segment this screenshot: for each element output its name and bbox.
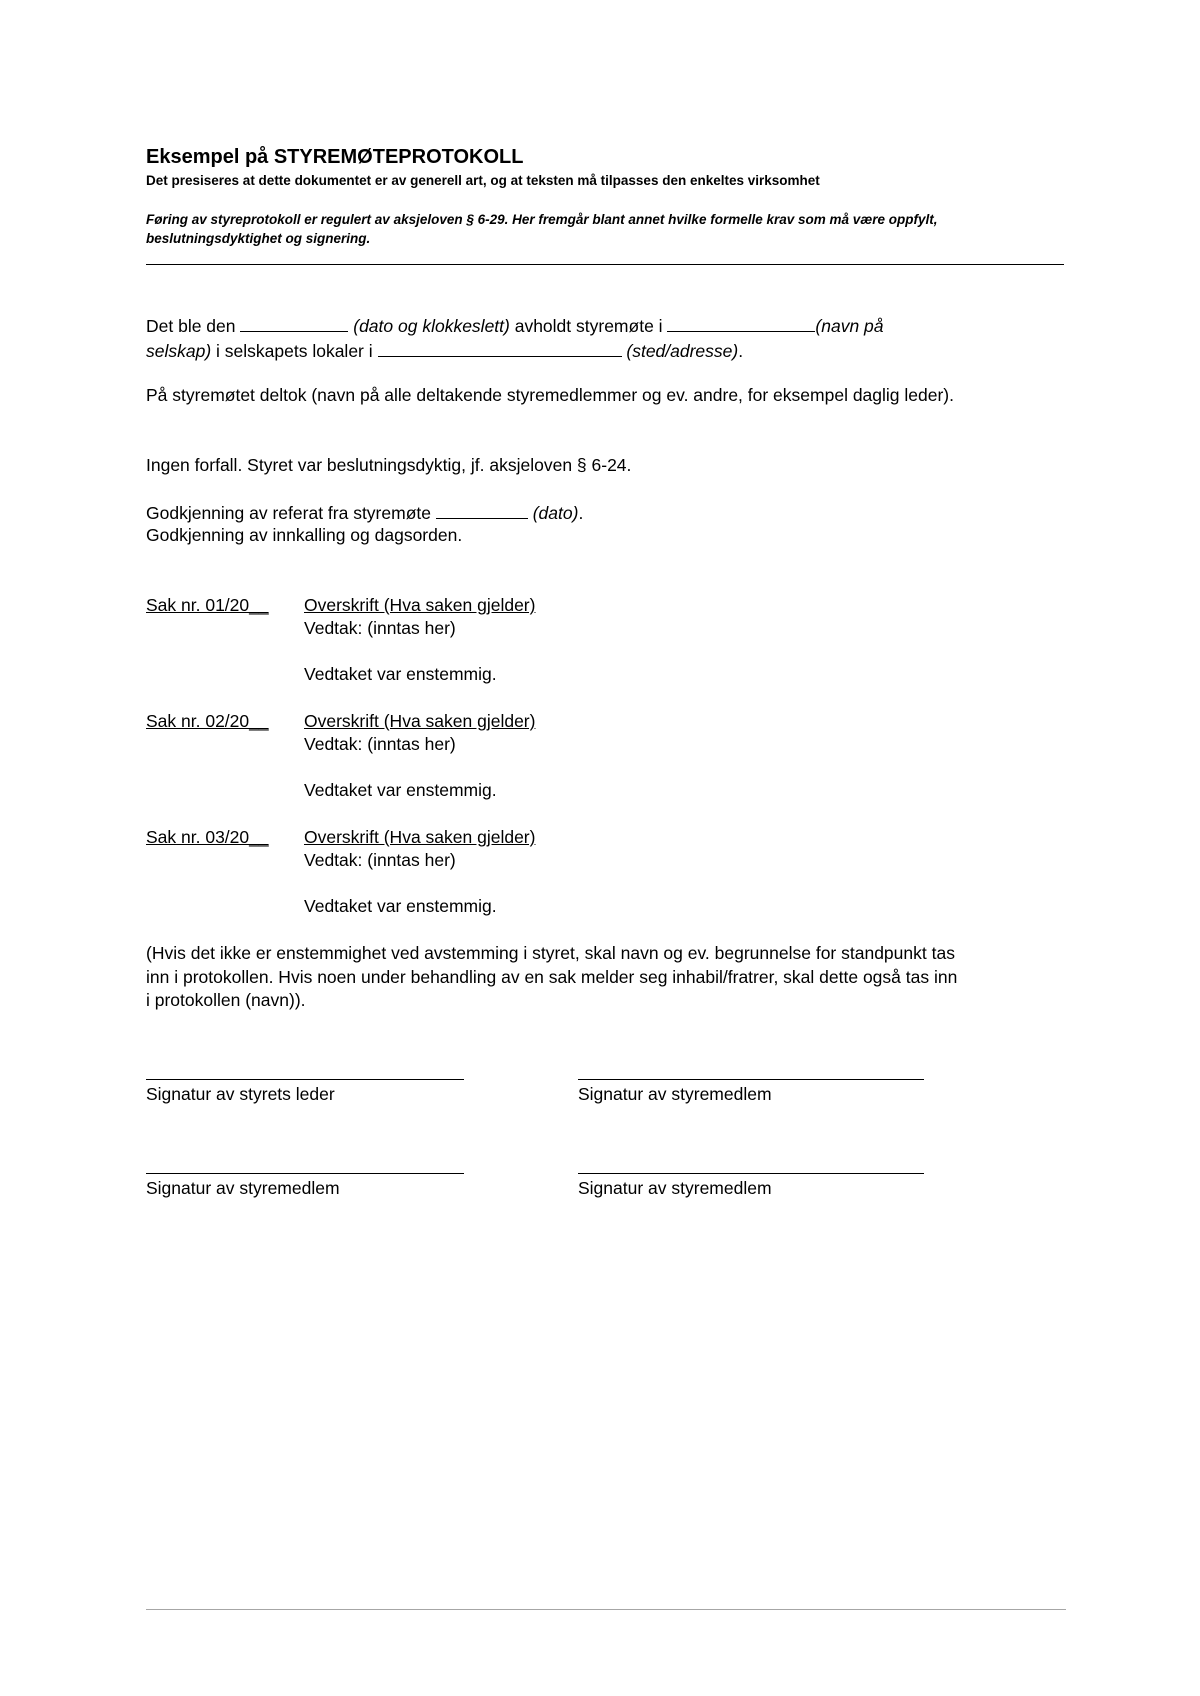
case-heading-row bbox=[146, 594, 535, 618]
case-result: Vedtaket var enstemmig. bbox=[304, 664, 497, 684]
quorum-paragraph: Ingen forfall. Styret var beslutningsdyktig, jf. aksjeloven § 6-24. bbox=[146, 455, 632, 475]
meeting-intro-text: i selskapets lokaler i bbox=[211, 340, 378, 361]
date-hint: (dato og klokkeslett) bbox=[353, 316, 510, 336]
case-heading-row bbox=[146, 826, 535, 850]
approval-date-hint: (dato) bbox=[532, 503, 579, 523]
date-blank bbox=[240, 314, 348, 332]
approval-date-blank bbox=[436, 501, 528, 519]
company-hint: (navn på selskap) bbox=[146, 316, 884, 361]
signature-label-member: Signatur av styremedlem bbox=[146, 1178, 340, 1198]
signature-line-member bbox=[578, 1079, 924, 1080]
agenda-approval: Godkjenning av innkalling og dagsorden. bbox=[146, 525, 463, 545]
case-decision: Vedtak: (inntas her) bbox=[304, 850, 456, 870]
case-number: Sak nr. 03/20__ bbox=[146, 827, 269, 847]
page-subtitle: Det presiseres at dette dokumentet er av generell art, og at teksten må tilpasses den enkeltes virksomhet bbox=[146, 173, 820, 188]
meeting-intro-paragraph: Det ble den (dato og klokkeslett) avholdt styremøte i (navn på selskap) i selskapets lokaler i (sted/adresse). bbox=[146, 316, 884, 361]
case-heading: Overskrift (Hva saken gjelder) bbox=[304, 595, 536, 615]
header-divider bbox=[146, 264, 1064, 265]
page-title: Eksempel på STYREMØTEPROTOKOLL bbox=[146, 146, 524, 168]
signature-label-chair: Signatur av styrets leder bbox=[146, 1084, 335, 1104]
signature-line-chair bbox=[146, 1079, 464, 1080]
case-number: Sak nr. 01/20__ bbox=[146, 595, 269, 615]
case-result: Vedtaket var enstemmig. bbox=[304, 780, 497, 800]
case-heading-row bbox=[146, 710, 535, 734]
meeting-intro-text: avholdt styremøte i bbox=[509, 316, 668, 336]
case-number: Sak nr. 02/20__ bbox=[146, 711, 269, 731]
case-decision: Vedtak: (inntas her) bbox=[304, 734, 456, 754]
case-decision: Vedtak: (inntas her) bbox=[304, 618, 456, 638]
approval-paragraph: Godkjenning av referat fra styremøte (dato). bbox=[146, 503, 584, 523]
case-heading: Overskrift (Hva saken gjelder) bbox=[304, 711, 536, 731]
address-hint: (sted/adresse) bbox=[626, 340, 739, 361]
company-blank bbox=[667, 314, 815, 332]
signature-label-member: Signatur av styremedlem bbox=[578, 1178, 772, 1198]
dissent-note: (Hvis det ikke er enstemmighet ved avstemming i styret, skal navn og ev. begrunnelse for standpunkt tas inn i protokollen. Hvis noen under behandling av en sak melder seg inhabil/fratrer, skal dette også tas inn i protokollen (navn)). bbox=[146, 943, 958, 1010]
approval-text: Godkjenning av referat fra styremøte bbox=[146, 503, 436, 523]
case-heading: Overskrift (Hva saken gjelder) bbox=[304, 827, 536, 847]
signature-line-member bbox=[578, 1173, 924, 1174]
signature-label-member: Signatur av styremedlem bbox=[578, 1084, 772, 1104]
address-blank bbox=[378, 339, 622, 357]
footer-divider bbox=[146, 1609, 1066, 1610]
case-result: Vedtaket var enstemmig. bbox=[304, 896, 497, 916]
signature-line-member bbox=[146, 1173, 464, 1174]
attendees-paragraph: På styremøtet deltok (navn på alle deltakende styremedlemmer og ev. andre, for eksempel daglig leder). bbox=[146, 385, 954, 405]
meeting-intro-text: Det ble den bbox=[146, 316, 241, 336]
intro-note: Føring av styreprotokoll er regulert av aksjeloven § 6-29. Her fremgår blant annet hvilke formelle krav som må være oppfylt, beslutningsdyktighet og signering. bbox=[146, 212, 938, 246]
